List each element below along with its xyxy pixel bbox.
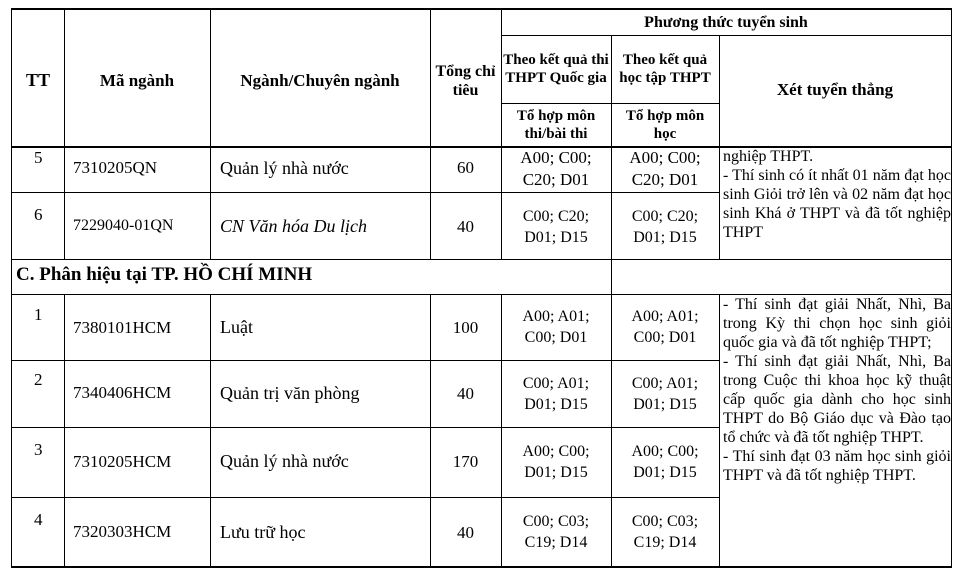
header-nganh: Ngành/Chuyên ngành <box>240 70 400 90</box>
header-tt: TT <box>25 70 50 91</box>
grid-line <box>11 259 952 260</box>
row-hoc: C00; A01; D01; D15 <box>631 375 699 413</box>
grid-line <box>11 497 719 498</box>
header-tong-chi-tieu: Tổng chỉ tiêu <box>435 62 496 99</box>
row-quota: 40 <box>457 384 474 403</box>
row-thi: C00; C03; C19; D14 <box>522 513 590 551</box>
xet-tuyen-thang-top: nghiệp THPT. - Thí sinh có ít nhất 01 năm đạt học sinh Giỏi trở lên và 02 năm đạt học sinh Khá ở THPT và đã tốt nghiệp THPT <box>723 148 951 241</box>
row-code: 7310205HCM <box>73 452 172 471</box>
xet-tuyen-thang-hcm: - Thí sinh đạt giải Nhất, Nhì, Ba trong Kỳ thi chọn học sinh giỏi quốc gia và đã tốt nghiệp THPT; - Thí sinh đạt giải Nhất, Nhì, Ba trong Cuộc thi khoa học kỹ thuật cấp quốc gia dành cho học sinh THPT do Bộ Giáo dục và Đào tạo tổ chức và đã tốt nghiệp THPT. - Thí sinh đạt 03 năm học sinh giỏi THPT và đã tốt nghiệp THPT. <box>723 296 951 484</box>
row-tt: 5 <box>34 148 43 167</box>
row-tt: 4 <box>34 510 43 529</box>
grid-line <box>501 8 502 259</box>
row-hoc: A00; C00; D01; D15 <box>631 443 699 481</box>
row-code: 7320303HCM <box>73 522 172 541</box>
row-hoc: A00; C00; C20; D01 <box>629 148 701 190</box>
row-hoc: C00; C03; C19; D14 <box>631 513 699 551</box>
grid-line <box>501 103 719 104</box>
grid-line <box>501 35 952 36</box>
grid-line <box>11 146 952 148</box>
header-theo-hoc-tap: Theo kết quả học tập THPT <box>619 52 711 86</box>
row-hoc: C00; C20; D01; D15 <box>631 208 699 246</box>
row-quota: 170 <box>452 452 479 471</box>
row-code: 7229040-01QN <box>73 217 174 234</box>
row-quota: 100 <box>452 318 479 337</box>
row-name: Luật <box>220 317 253 337</box>
header-theo-thpt: Theo kết quả thi THPT Quốc gia <box>503 52 609 86</box>
row-quota: 40 <box>457 523 474 542</box>
header-ma-nganh: Mã ngành <box>99 70 175 90</box>
grid-line <box>64 294 65 568</box>
row-thi: A00; A01; C00; D01 <box>522 308 590 346</box>
grid-line <box>11 8 952 10</box>
row-name: CN Văn hóa Du lịch <box>220 216 367 236</box>
row-tt: 2 <box>34 370 43 389</box>
grid-line <box>611 35 612 568</box>
row-name: Quản lý nhà nước <box>220 451 349 471</box>
grid-line <box>719 35 720 259</box>
row-tt: 1 <box>34 305 43 324</box>
grid-line <box>430 8 431 259</box>
row-tt: 6 <box>34 205 43 224</box>
row-quota: 40 <box>457 217 474 236</box>
row-name: Quản trị văn phòng <box>220 383 360 403</box>
row-code: 7310205QN <box>73 158 158 177</box>
grid-line <box>210 8 211 259</box>
grid-line <box>501 294 502 568</box>
row-thi: A00; C00; C20; D01 <box>520 148 592 190</box>
header-xet-tuyen-thang: Xét tuyển thẳng <box>776 80 894 100</box>
grid-line <box>210 294 211 568</box>
grid-line <box>719 294 720 568</box>
row-thi: A00; C00; D01; D15 <box>522 443 590 481</box>
grid-line <box>64 8 65 259</box>
grid-line <box>11 192 719 193</box>
grid-line <box>11 294 952 295</box>
row-quota: 60 <box>457 158 474 177</box>
grid-line <box>951 8 952 568</box>
row-code: 7340406HCM <box>73 383 172 402</box>
row-name: Quản lý nhà nước <box>220 158 349 178</box>
row-tt: 3 <box>34 440 43 459</box>
grid-line <box>11 427 719 428</box>
row-code: 7380101HCM <box>73 318 172 337</box>
header-phuong-thuc: Phương thức tuyển sinh <box>644 13 808 31</box>
header-to-hop-mon-hoc: Tổ hợp môn học <box>625 107 705 142</box>
row-thi: C00; C20; D01; D15 <box>522 208 590 246</box>
grid-line <box>11 8 12 568</box>
row-hoc: A00; A01; C00; D01 <box>631 308 699 346</box>
grid-line <box>11 360 719 361</box>
grid-line <box>11 566 952 568</box>
header-to-hop-mon-thi: Tổ hợp môn thi/bài thi <box>516 107 596 142</box>
row-thi: C00; A01; D01; D15 <box>522 375 590 413</box>
row-name: Lưu trữ học <box>220 522 306 542</box>
grid-line <box>430 294 431 568</box>
section-title: C. Phân hiệu tại TP. HỒ CHÍ MINH <box>16 264 313 285</box>
